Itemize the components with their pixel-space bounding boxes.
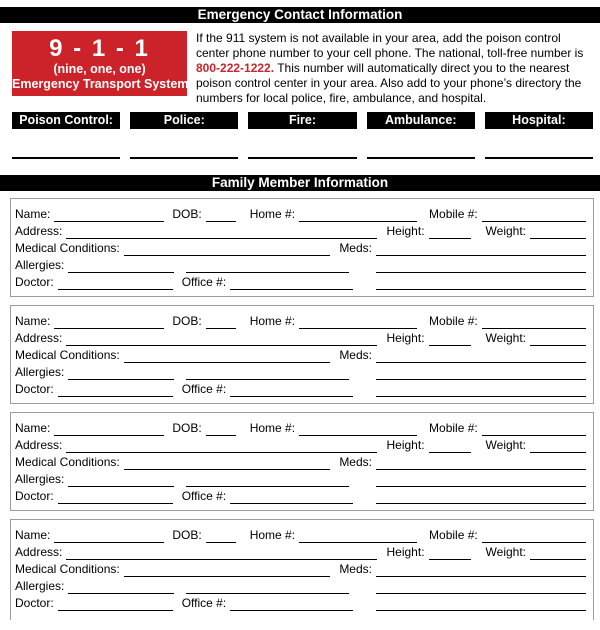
ambulance-number-line[interactable] xyxy=(367,157,475,159)
weight-line[interactable] xyxy=(530,547,586,560)
family-member-block xyxy=(10,305,594,404)
member-row xyxy=(15,222,586,239)
contact-label-poison-control: Poison Control: xyxy=(12,112,120,129)
meds-overflow-line-2[interactable] xyxy=(376,384,586,397)
office-number-label: Office #: xyxy=(181,382,227,396)
office-number-label: Office #: xyxy=(181,275,227,289)
medical-conditions-line[interactable] xyxy=(124,350,331,363)
office-number-line[interactable] xyxy=(230,384,353,397)
doctor-label: Doctor: xyxy=(15,596,54,610)
contact-label-ambulance: Ambulance: xyxy=(367,112,475,129)
home-number-line[interactable] xyxy=(299,316,417,329)
poison-control-phone-number: 800-222-1222. xyxy=(196,61,275,75)
meds-overflow-line-1[interactable] xyxy=(376,260,586,273)
member-row xyxy=(15,363,586,380)
instructions-paragraph xyxy=(196,31,593,106)
name-line[interactable] xyxy=(54,209,164,222)
mobile-number-label: Mobile #: xyxy=(429,314,478,328)
home-number-label: Home #: xyxy=(249,314,296,328)
doctor-label: Doctor: xyxy=(15,489,54,503)
mobile-number-label: Mobile #: xyxy=(429,207,478,221)
member-row xyxy=(15,560,586,577)
contact-label-hospital: Hospital: xyxy=(485,112,593,129)
member-row xyxy=(15,312,586,329)
name-line[interactable] xyxy=(54,530,164,543)
height-line[interactable] xyxy=(429,333,471,346)
member-row xyxy=(15,346,586,363)
weight-label: Weight: xyxy=(485,331,526,345)
police-number-line[interactable] xyxy=(130,157,238,159)
doctor-line[interactable] xyxy=(58,384,173,397)
member-row xyxy=(15,380,586,397)
name-line[interactable] xyxy=(54,316,164,329)
member-row xyxy=(15,594,586,611)
height-label: Height: xyxy=(386,224,425,238)
allergies-overflow-line[interactable] xyxy=(186,367,349,380)
member-row xyxy=(15,526,586,543)
meds-label: Meds: xyxy=(339,562,372,576)
office-number-line[interactable] xyxy=(230,598,353,611)
allergies-line[interactable] xyxy=(68,474,174,487)
allergies-label: Allergies: xyxy=(15,472,65,486)
address-line[interactable] xyxy=(66,226,376,239)
meds-line[interactable] xyxy=(376,564,586,577)
doctor-line[interactable] xyxy=(58,277,173,290)
meds-overflow-line-1[interactable] xyxy=(376,474,586,487)
dob-label: DOB: xyxy=(172,528,202,542)
weight-label: Weight: xyxy=(485,438,526,452)
dob-label: DOB: xyxy=(172,314,202,328)
office-number-label: Office #: xyxy=(181,489,227,503)
address-line[interactable] xyxy=(66,333,376,346)
meds-line[interactable] xyxy=(376,243,586,256)
address-line[interactable] xyxy=(66,547,376,560)
home-number-label: Home #: xyxy=(249,207,296,221)
emergency-header-bar xyxy=(0,7,600,23)
home-number-line[interactable] xyxy=(299,530,417,543)
hospital-number-line[interactable] xyxy=(485,157,593,159)
911-subtitle: (nine, one, one) xyxy=(53,61,146,76)
home-number-label: Home #: xyxy=(249,528,296,542)
home-number-line[interactable] xyxy=(299,423,417,436)
family-member-block xyxy=(10,519,594,620)
doctor-label: Doctor: xyxy=(15,382,54,396)
mobile-number-line[interactable] xyxy=(482,209,586,222)
dob-label: DOB: xyxy=(172,207,202,221)
medical-conditions-line[interactable] xyxy=(124,564,331,577)
height-label: Height: xyxy=(386,331,425,345)
name-label: Name: xyxy=(15,314,51,328)
height-label: Height: xyxy=(386,545,425,559)
allergies-overflow-line[interactable] xyxy=(186,581,349,594)
contact-lines-row xyxy=(12,157,593,159)
medical-conditions-label: Medical Conditions: xyxy=(15,455,120,469)
contact-label-police: Police: xyxy=(130,112,238,129)
meds-label: Meds: xyxy=(339,455,372,469)
medical-conditions-label: Medical Conditions: xyxy=(15,348,120,362)
mobile-number-line[interactable] xyxy=(482,423,586,436)
doctor-line[interactable] xyxy=(58,491,173,504)
name-label: Name: xyxy=(15,421,51,435)
medical-conditions-label: Medical Conditions: xyxy=(15,562,120,576)
dob-line[interactable] xyxy=(206,423,236,436)
member-row xyxy=(15,329,586,346)
weight-line[interactable] xyxy=(530,333,586,346)
weight-label: Weight: xyxy=(485,224,526,238)
meds-overflow-line-1[interactable] xyxy=(376,581,586,594)
fire-number-line[interactable] xyxy=(248,157,356,159)
home-number-label: Home #: xyxy=(249,421,296,435)
member-row xyxy=(15,205,586,222)
doctor-line[interactable] xyxy=(58,598,173,611)
dob-line[interactable] xyxy=(206,316,236,329)
office-number-label: Office #: xyxy=(181,596,227,610)
family-member-block xyxy=(10,412,594,511)
allergies-overflow-line[interactable] xyxy=(186,474,349,487)
emergency-header-title: Emergency Contact Information xyxy=(197,7,403,22)
name-label: Name: xyxy=(15,207,51,221)
meds-overflow-line-2[interactable] xyxy=(376,491,586,504)
dob-line[interactable] xyxy=(206,209,236,222)
member-row xyxy=(15,436,586,453)
address-line[interactable] xyxy=(66,440,376,453)
meds-overflow-line-2[interactable] xyxy=(376,277,586,290)
family-member-blocks xyxy=(10,198,594,620)
address-label: Address: xyxy=(15,331,63,345)
weight-line[interactable] xyxy=(530,226,586,239)
member-row xyxy=(15,470,586,487)
family-member-block xyxy=(10,198,594,297)
dob-label: DOB: xyxy=(172,421,202,435)
name-label: Name: xyxy=(15,528,51,542)
address-label: Address: xyxy=(15,438,63,452)
member-row xyxy=(15,487,586,504)
allergies-label: Allergies: xyxy=(15,258,65,272)
family-header-title: Family Member Information xyxy=(211,175,389,190)
meds-overflow-line-1[interactable] xyxy=(376,367,586,380)
meds-line[interactable] xyxy=(376,350,586,363)
member-row xyxy=(15,543,586,560)
family-header-bar xyxy=(0,175,600,191)
home-number-line[interactable] xyxy=(299,209,417,222)
office-number-line[interactable] xyxy=(230,491,353,504)
member-row xyxy=(15,256,586,273)
member-row xyxy=(15,419,586,436)
name-line[interactable] xyxy=(54,423,164,436)
contact-labels-row xyxy=(12,112,593,129)
poison-control-number-line[interactable] xyxy=(12,157,120,159)
instructions-text-before: If the 911 system is not available in your area, add the poison control center phone number to your cell phone. The national, toll-free number is xyxy=(196,31,584,60)
height-label: Height: xyxy=(386,438,425,452)
meds-line[interactable] xyxy=(376,457,586,470)
intro-section xyxy=(12,31,593,106)
911-caption: Emergency Transport System xyxy=(12,76,189,91)
911-number: 9 - 1 - 1 xyxy=(49,34,150,62)
medical-conditions-line[interactable] xyxy=(124,457,331,470)
mobile-number-label: Mobile #: xyxy=(429,528,478,542)
allergies-label: Allergies: xyxy=(15,365,65,379)
member-row xyxy=(15,239,586,256)
mobile-number-label: Mobile #: xyxy=(429,421,478,435)
meds-overflow-line-2[interactable] xyxy=(376,598,586,611)
member-row xyxy=(15,453,586,470)
weight-label: Weight: xyxy=(485,545,526,559)
allergies-line[interactable] xyxy=(68,367,174,380)
doctor-label: Doctor: xyxy=(15,275,54,289)
instructions-text-after: This number will automatically direct you to the nearest poison control center in your area. Also add to your phone’s directory the numbers for local police, fire, ambulance, and hospital. xyxy=(196,61,582,105)
mobile-number-line[interactable] xyxy=(482,530,586,543)
height-line[interactable] xyxy=(429,226,471,239)
member-row xyxy=(15,577,586,594)
member-row xyxy=(15,273,586,290)
allergies-overflow-line[interactable] xyxy=(186,260,349,273)
dob-line[interactable] xyxy=(206,530,236,543)
allergies-line[interactable] xyxy=(68,260,174,273)
height-line[interactable] xyxy=(429,440,471,453)
contact-label-fire: Fire: xyxy=(248,112,356,129)
mobile-number-line[interactable] xyxy=(482,316,586,329)
address-label: Address: xyxy=(15,224,63,238)
allergies-label: Allergies: xyxy=(15,579,65,593)
height-line[interactable] xyxy=(429,547,471,560)
medical-conditions-line[interactable] xyxy=(124,243,331,256)
office-number-line[interactable] xyxy=(230,277,353,290)
911-red-box xyxy=(12,31,187,96)
address-label: Address: xyxy=(15,545,63,559)
weight-line[interactable] xyxy=(530,440,586,453)
meds-label: Meds: xyxy=(339,241,372,255)
allergies-line[interactable] xyxy=(68,581,174,594)
medical-conditions-label: Medical Conditions: xyxy=(15,241,120,255)
meds-label: Meds: xyxy=(339,348,372,362)
